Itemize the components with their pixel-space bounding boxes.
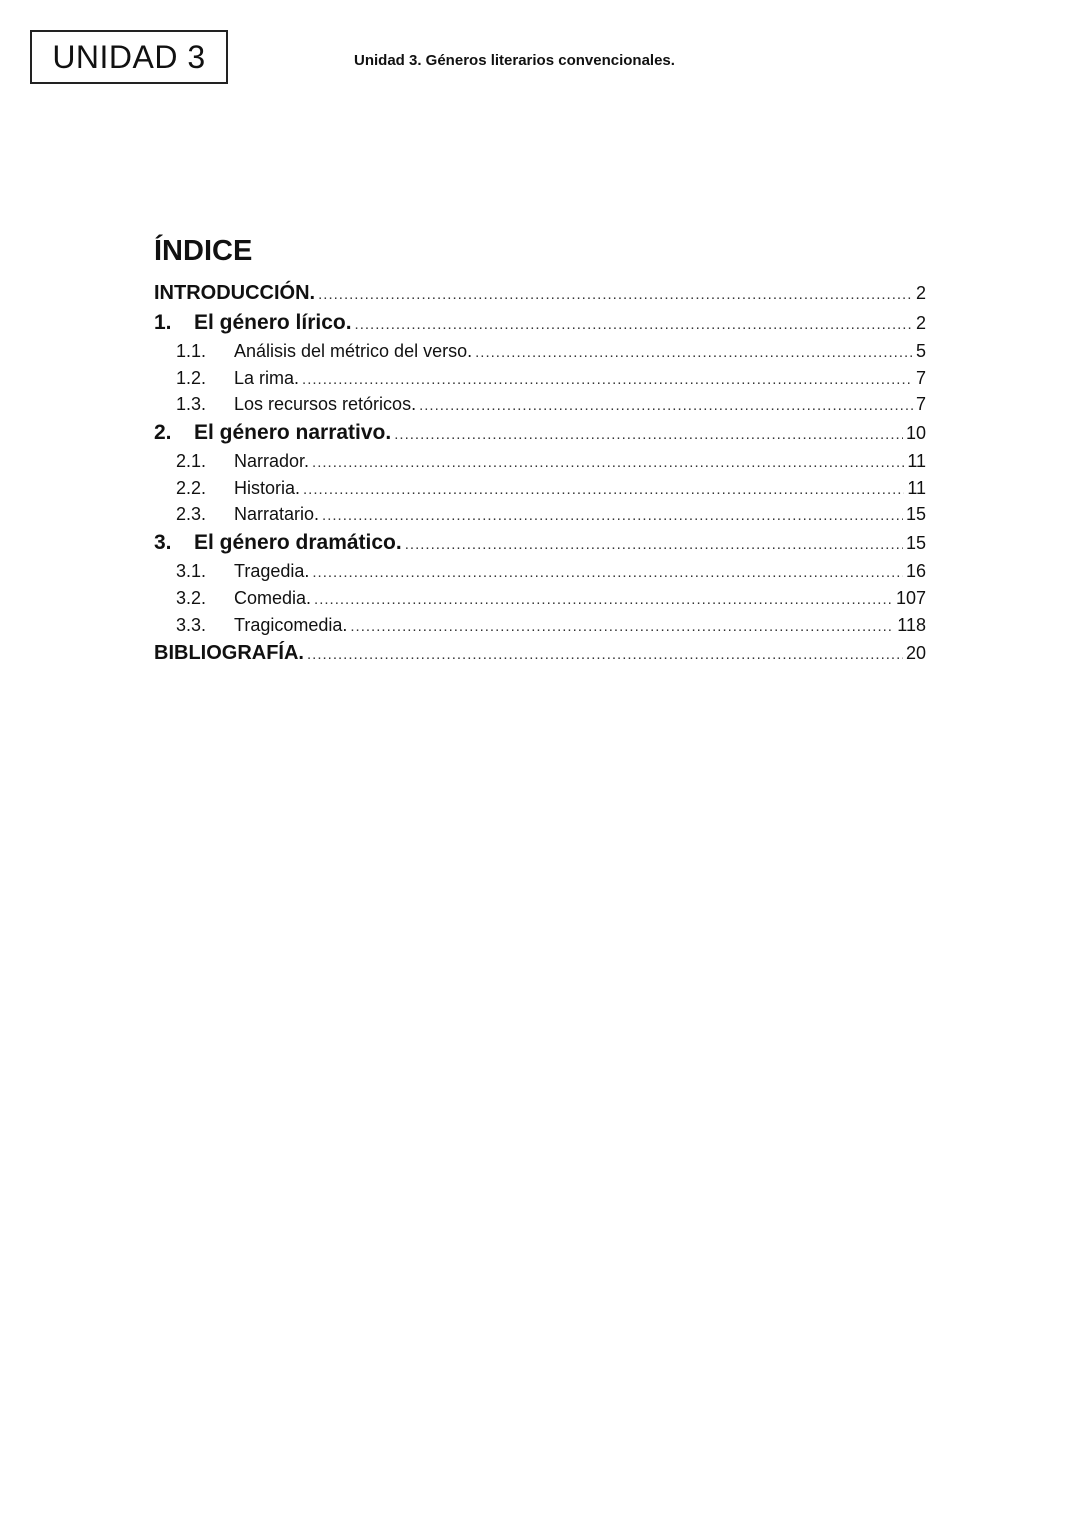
toc-entry-number: 1.2. (176, 367, 207, 388)
dot-leader (318, 280, 913, 310)
toc-entry-title: Tragicomedia. (234, 614, 348, 635)
dot-leader (350, 614, 894, 641)
toc-entry-page: 118 (897, 614, 926, 635)
toc-entry-tragicomedia[interactable] (154, 612, 926, 639)
toc-entry-bibliografia[interactable] (154, 638, 926, 668)
toc-entry-genero-lirico[interactable] (154, 308, 926, 338)
toc-entry-page: 20 (905, 643, 926, 664)
dot-leader (394, 420, 903, 450)
toc-entry-genero-narrativo[interactable] (154, 418, 926, 448)
dot-leader (307, 640, 903, 670)
toc-entry-comedia[interactable] (154, 585, 926, 612)
toc-entry-page: 15 (905, 533, 926, 554)
toc-entry-introduccion[interactable] (154, 278, 926, 308)
toc-entry-rima[interactable] (154, 365, 926, 392)
dot-leader (405, 530, 903, 560)
toc-entry-number: 2.3. (176, 504, 207, 525)
toc-entry-narratario[interactable] (154, 501, 926, 528)
toc-entry-title: Narrador. (234, 451, 310, 472)
toc-entry-title: Los recursos retóricos. (234, 394, 417, 415)
toc-entry-number: 2. (154, 421, 172, 445)
toc-entry-page: 10 (905, 423, 926, 444)
toc-entry-number: 2.1. (176, 451, 207, 472)
toc-entry-number: 3. (154, 531, 172, 555)
unit-label-box (30, 30, 228, 84)
toc-entry-page: 7 (915, 394, 926, 415)
toc-entry-title: BIBLIOGRAFÍA. (154, 642, 304, 665)
toc-entry-narrador[interactable] (154, 448, 926, 475)
toc-entry-page: 107 (895, 587, 926, 608)
toc-entry-number: 3.1. (176, 561, 207, 582)
toc-entry-title: El género narrativo. (194, 421, 392, 445)
toc-entry-page: 16 (905, 561, 926, 582)
dot-leader (322, 503, 903, 530)
dot-leader (312, 560, 903, 587)
toc-entry-number: 1.1. (176, 341, 207, 361)
dot-leader (355, 310, 913, 340)
toc-entry-number: 1.3. (176, 394, 207, 415)
toc-entry-recursos-retoricos[interactable] (154, 391, 926, 418)
running-header: Unidad 3. Géneros literarios convencionales. (354, 52, 675, 69)
toc-entry-number: 1. (154, 311, 172, 334)
toc-entry-page: 7 (915, 367, 926, 388)
toc-entry-genero-dramatico[interactable] (154, 528, 926, 558)
toc-entry-tragedia[interactable] (154, 558, 926, 585)
dot-leader (314, 587, 893, 614)
dot-leader (475, 340, 913, 367)
toc-entry-number: 2.2. (176, 477, 207, 498)
toc-entry-number: 3.2. (176, 587, 207, 608)
toc-entry-page: 15 (905, 504, 926, 525)
toc-entry-title: Historia. (234, 477, 301, 498)
dot-leader (312, 450, 904, 477)
toc-entry-title: Tragedia. (234, 561, 310, 582)
toc-entry-page: 11 (907, 477, 926, 498)
toc-entry-title: El género lírico. (194, 311, 352, 334)
toc-entry-number: 3.3. (176, 614, 207, 635)
toc-entry-historia[interactable] (154, 475, 926, 502)
unit-label: UNIDAD 3 (52, 38, 206, 75)
table-of-contents (154, 232, 926, 668)
dot-leader (302, 367, 913, 394)
toc-entry-title: El género dramático. (194, 531, 402, 555)
toc-entry-title: La rima. (234, 367, 300, 388)
toc-entry-title: Narratario. (234, 504, 320, 525)
toc-entry-analisis-metrico[interactable] (154, 338, 926, 365)
toc-entry-page: 5 (915, 341, 926, 361)
toc-entry-title: Análisis del métrico del verso. (234, 341, 473, 361)
dot-leader (419, 393, 913, 420)
toc-entry-page: 11 (907, 451, 926, 472)
toc-entry-page: 2 (915, 283, 926, 303)
toc-title: ÍNDICE (154, 235, 253, 267)
toc-entry-title: Comedia. (234, 587, 312, 608)
toc-entry-page: 2 (915, 313, 926, 333)
dot-leader (303, 477, 904, 504)
toc-entry-title: INTRODUCCIÓN. (154, 282, 316, 304)
